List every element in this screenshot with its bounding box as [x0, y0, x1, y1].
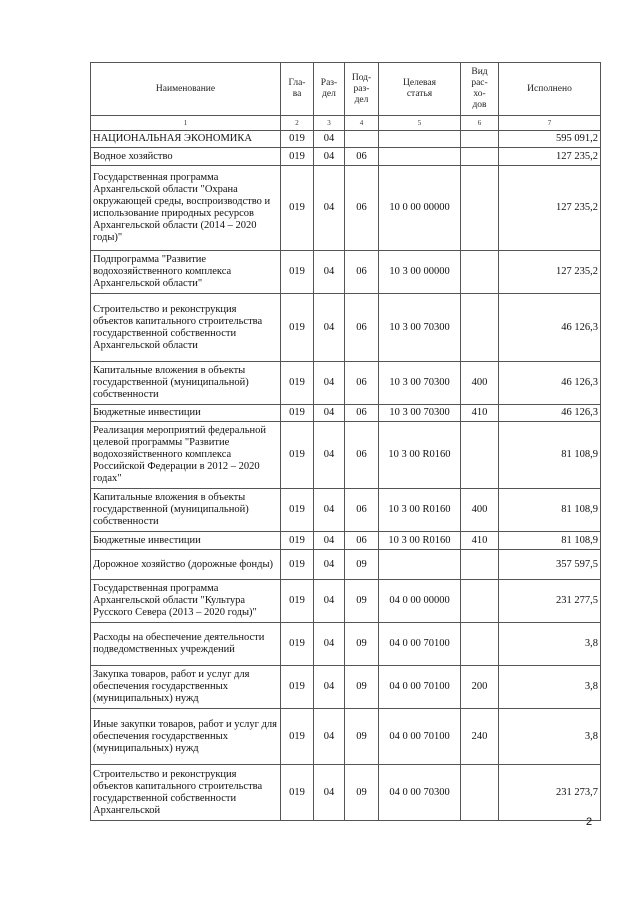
row-amount: 127 235,2	[499, 148, 601, 166]
row-razdel: 04	[314, 148, 345, 166]
header-amount: Исполнено	[499, 63, 601, 116]
row-glava: 019	[281, 166, 314, 251]
table-row	[91, 251, 601, 294]
row-amount: 81 108,9	[499, 532, 601, 550]
row-name: Строительство и реконструкция объектов капитального строительства государственной собственности Архангельской области	[91, 294, 281, 362]
row-statya: 10 3 00 70300	[379, 362, 461, 405]
row-vid	[461, 765, 499, 821]
header-glava: Гла- ва	[281, 63, 314, 116]
row-glava: 019	[281, 148, 314, 166]
row-glava: 019	[281, 550, 314, 580]
row-name: Бюджетные инвестиции	[91, 405, 281, 422]
row-podrazdel: 09	[345, 580, 379, 623]
table-row	[91, 148, 601, 166]
row-amount: 3,8	[499, 666, 601, 709]
row-statya: 10 0 00 00000	[379, 166, 461, 251]
row-razdel: 04	[314, 666, 345, 709]
row-razdel: 04	[314, 550, 345, 580]
row-razdel: 04	[314, 166, 345, 251]
row-statya: 10 3 00 00000	[379, 251, 461, 294]
row-glava: 019	[281, 294, 314, 362]
row-podrazdel: 09	[345, 666, 379, 709]
column-number: 4	[345, 116, 379, 131]
row-vid: 410	[461, 405, 499, 422]
row-name: Капитальные вложения в объекты государственной (муниципальной) собственности	[91, 362, 281, 405]
table-row	[91, 405, 601, 422]
row-amount: 46 126,3	[499, 362, 601, 405]
column-number: 7	[499, 116, 601, 131]
table-row	[91, 294, 601, 362]
header-statya: Целевая статья	[379, 63, 461, 116]
row-podrazdel	[345, 131, 379, 148]
row-amount: 127 235,2	[499, 166, 601, 251]
row-statya: 10 3 00 70300	[379, 405, 461, 422]
row-podrazdel: 09	[345, 709, 379, 765]
row-glava: 019	[281, 532, 314, 550]
row-vid: 400	[461, 489, 499, 532]
column-number: 3	[314, 116, 345, 131]
table-row	[91, 362, 601, 405]
row-amount: 81 108,9	[499, 489, 601, 532]
row-razdel: 04	[314, 532, 345, 550]
row-glava: 019	[281, 623, 314, 666]
row-statya: 10 3 00 R0160	[379, 532, 461, 550]
row-vid	[461, 422, 499, 489]
row-amount: 3,8	[499, 623, 601, 666]
row-vid: 410	[461, 532, 499, 550]
header-razdel: Раз- дел	[314, 63, 345, 116]
row-razdel: 04	[314, 623, 345, 666]
row-vid	[461, 294, 499, 362]
header-vid: Вид рас- хо- дов	[461, 63, 499, 116]
row-razdel: 04	[314, 405, 345, 422]
row-vid	[461, 623, 499, 666]
table-body	[91, 131, 601, 821]
row-statya: 04 0 00 70100	[379, 623, 461, 666]
header-row	[91, 63, 601, 116]
row-vid	[461, 580, 499, 623]
table-row	[91, 550, 601, 580]
row-glava: 019	[281, 362, 314, 405]
row-glava: 019	[281, 251, 314, 294]
column-number: 6	[461, 116, 499, 131]
row-amount: 81 108,9	[499, 422, 601, 489]
table-row	[91, 532, 601, 550]
header-podrazdel: Под- раз- дел	[345, 63, 379, 116]
row-razdel: 04	[314, 709, 345, 765]
row-name: Государственная программа Архангельской области "Культура Русского Севера (2013 – 2020 годы)"	[91, 580, 281, 623]
row-razdel: 04	[314, 131, 345, 148]
row-amount: 231 273,7	[499, 765, 601, 821]
table-row	[91, 489, 601, 532]
row-podrazdel: 06	[345, 362, 379, 405]
row-statya: 10 3 00 70300	[379, 294, 461, 362]
column-number: 1	[91, 116, 281, 131]
row-glava: 019	[281, 131, 314, 148]
row-podrazdel: 06	[345, 489, 379, 532]
row-name: Подпрограмма "Развитие водохозяйственного комплекса Архангельской области"	[91, 251, 281, 294]
row-razdel: 04	[314, 422, 345, 489]
row-vid	[461, 148, 499, 166]
row-statya: 04 0 00 00000	[379, 580, 461, 623]
row-podrazdel: 06	[345, 148, 379, 166]
row-name: Дорожное хозяйство (дорожные фонды)	[91, 550, 281, 580]
row-name: Водное хозяйство	[91, 148, 281, 166]
row-vid	[461, 550, 499, 580]
row-podrazdel: 06	[345, 532, 379, 550]
table-row	[91, 709, 601, 765]
row-statya: 10 3 00 R0160	[379, 422, 461, 489]
table-row	[91, 580, 601, 623]
row-podrazdel: 06	[345, 405, 379, 422]
row-statya	[379, 131, 461, 148]
row-amount: 3,8	[499, 709, 601, 765]
row-statya: 04 0 00 70100	[379, 709, 461, 765]
row-podrazdel: 06	[345, 166, 379, 251]
row-amount: 46 126,3	[499, 294, 601, 362]
row-amount: 357 597,5	[499, 550, 601, 580]
row-glava: 019	[281, 580, 314, 623]
row-vid	[461, 251, 499, 294]
row-glava: 019	[281, 489, 314, 532]
row-name: НАЦИОНАЛЬНАЯ ЭКОНОМИКА	[91, 131, 281, 148]
row-glava: 019	[281, 666, 314, 709]
row-name: Расходы на обеспечение деятельности подведомственных учреждений	[91, 623, 281, 666]
table-row	[91, 131, 601, 148]
row-amount: 127 235,2	[499, 251, 601, 294]
row-statya	[379, 148, 461, 166]
row-name: Государственная программа Архангельской области "Охрана окружающей среды, воспроизводство и использование природных ресурсов Архангельской области (2014 – 2020 годы)"	[91, 166, 281, 251]
row-name: Строительство и реконструкция объектов капитального строительства государственной собственности Архангельской	[91, 765, 281, 821]
row-name: Закупка товаров, работ и услуг для обеспечения государственных (муниципальных) нужд	[91, 666, 281, 709]
row-vid: 400	[461, 362, 499, 405]
row-name: Бюджетные инвестиции	[91, 532, 281, 550]
table-row	[91, 166, 601, 251]
row-glava: 019	[281, 765, 314, 821]
row-razdel: 04	[314, 489, 345, 532]
column-number: 2	[281, 116, 314, 131]
column-number-row	[91, 116, 601, 131]
row-glava: 019	[281, 709, 314, 765]
row-glava: 019	[281, 405, 314, 422]
row-statya: 04 0 00 70300	[379, 765, 461, 821]
row-podrazdel: 06	[345, 422, 379, 489]
page-number: 2	[586, 816, 593, 828]
table-row	[91, 666, 601, 709]
row-razdel: 04	[314, 362, 345, 405]
row-name: Капитальные вложения в объекты государственной (муниципальной) собственности	[91, 489, 281, 532]
row-name: Реализация мероприятий федеральной целевой программы "Развитие водохозяйственного комплекса Российской Федерации в 2012 – 2020 годах"	[91, 422, 281, 489]
row-podrazdel: 09	[345, 765, 379, 821]
row-statya: 10 3 00 R0160	[379, 489, 461, 532]
row-statya: 04 0 00 70100	[379, 666, 461, 709]
header-name: Наименование	[91, 63, 281, 116]
row-amount: 595 091,2	[499, 131, 601, 148]
row-razdel: 04	[314, 251, 345, 294]
table-row	[91, 765, 601, 821]
row-podrazdel: 09	[345, 550, 379, 580]
row-podrazdel: 06	[345, 251, 379, 294]
row-amount: 231 277,5	[499, 580, 601, 623]
row-name: Иные закупки товаров, работ и услуг для обеспечения государственных (муниципальных) нужд	[91, 709, 281, 765]
budget-table	[90, 62, 601, 821]
column-number: 5	[379, 116, 461, 131]
row-amount: 46 126,3	[499, 405, 601, 422]
row-razdel: 04	[314, 294, 345, 362]
row-vid	[461, 166, 499, 251]
row-statya	[379, 550, 461, 580]
row-podrazdel: 06	[345, 294, 379, 362]
row-vid: 200	[461, 666, 499, 709]
row-razdel: 04	[314, 580, 345, 623]
row-vid: 240	[461, 709, 499, 765]
table-row	[91, 623, 601, 666]
row-glava: 019	[281, 422, 314, 489]
row-podrazdel: 09	[345, 623, 379, 666]
table-row	[91, 422, 601, 489]
row-vid	[461, 131, 499, 148]
row-razdel: 04	[314, 765, 345, 821]
